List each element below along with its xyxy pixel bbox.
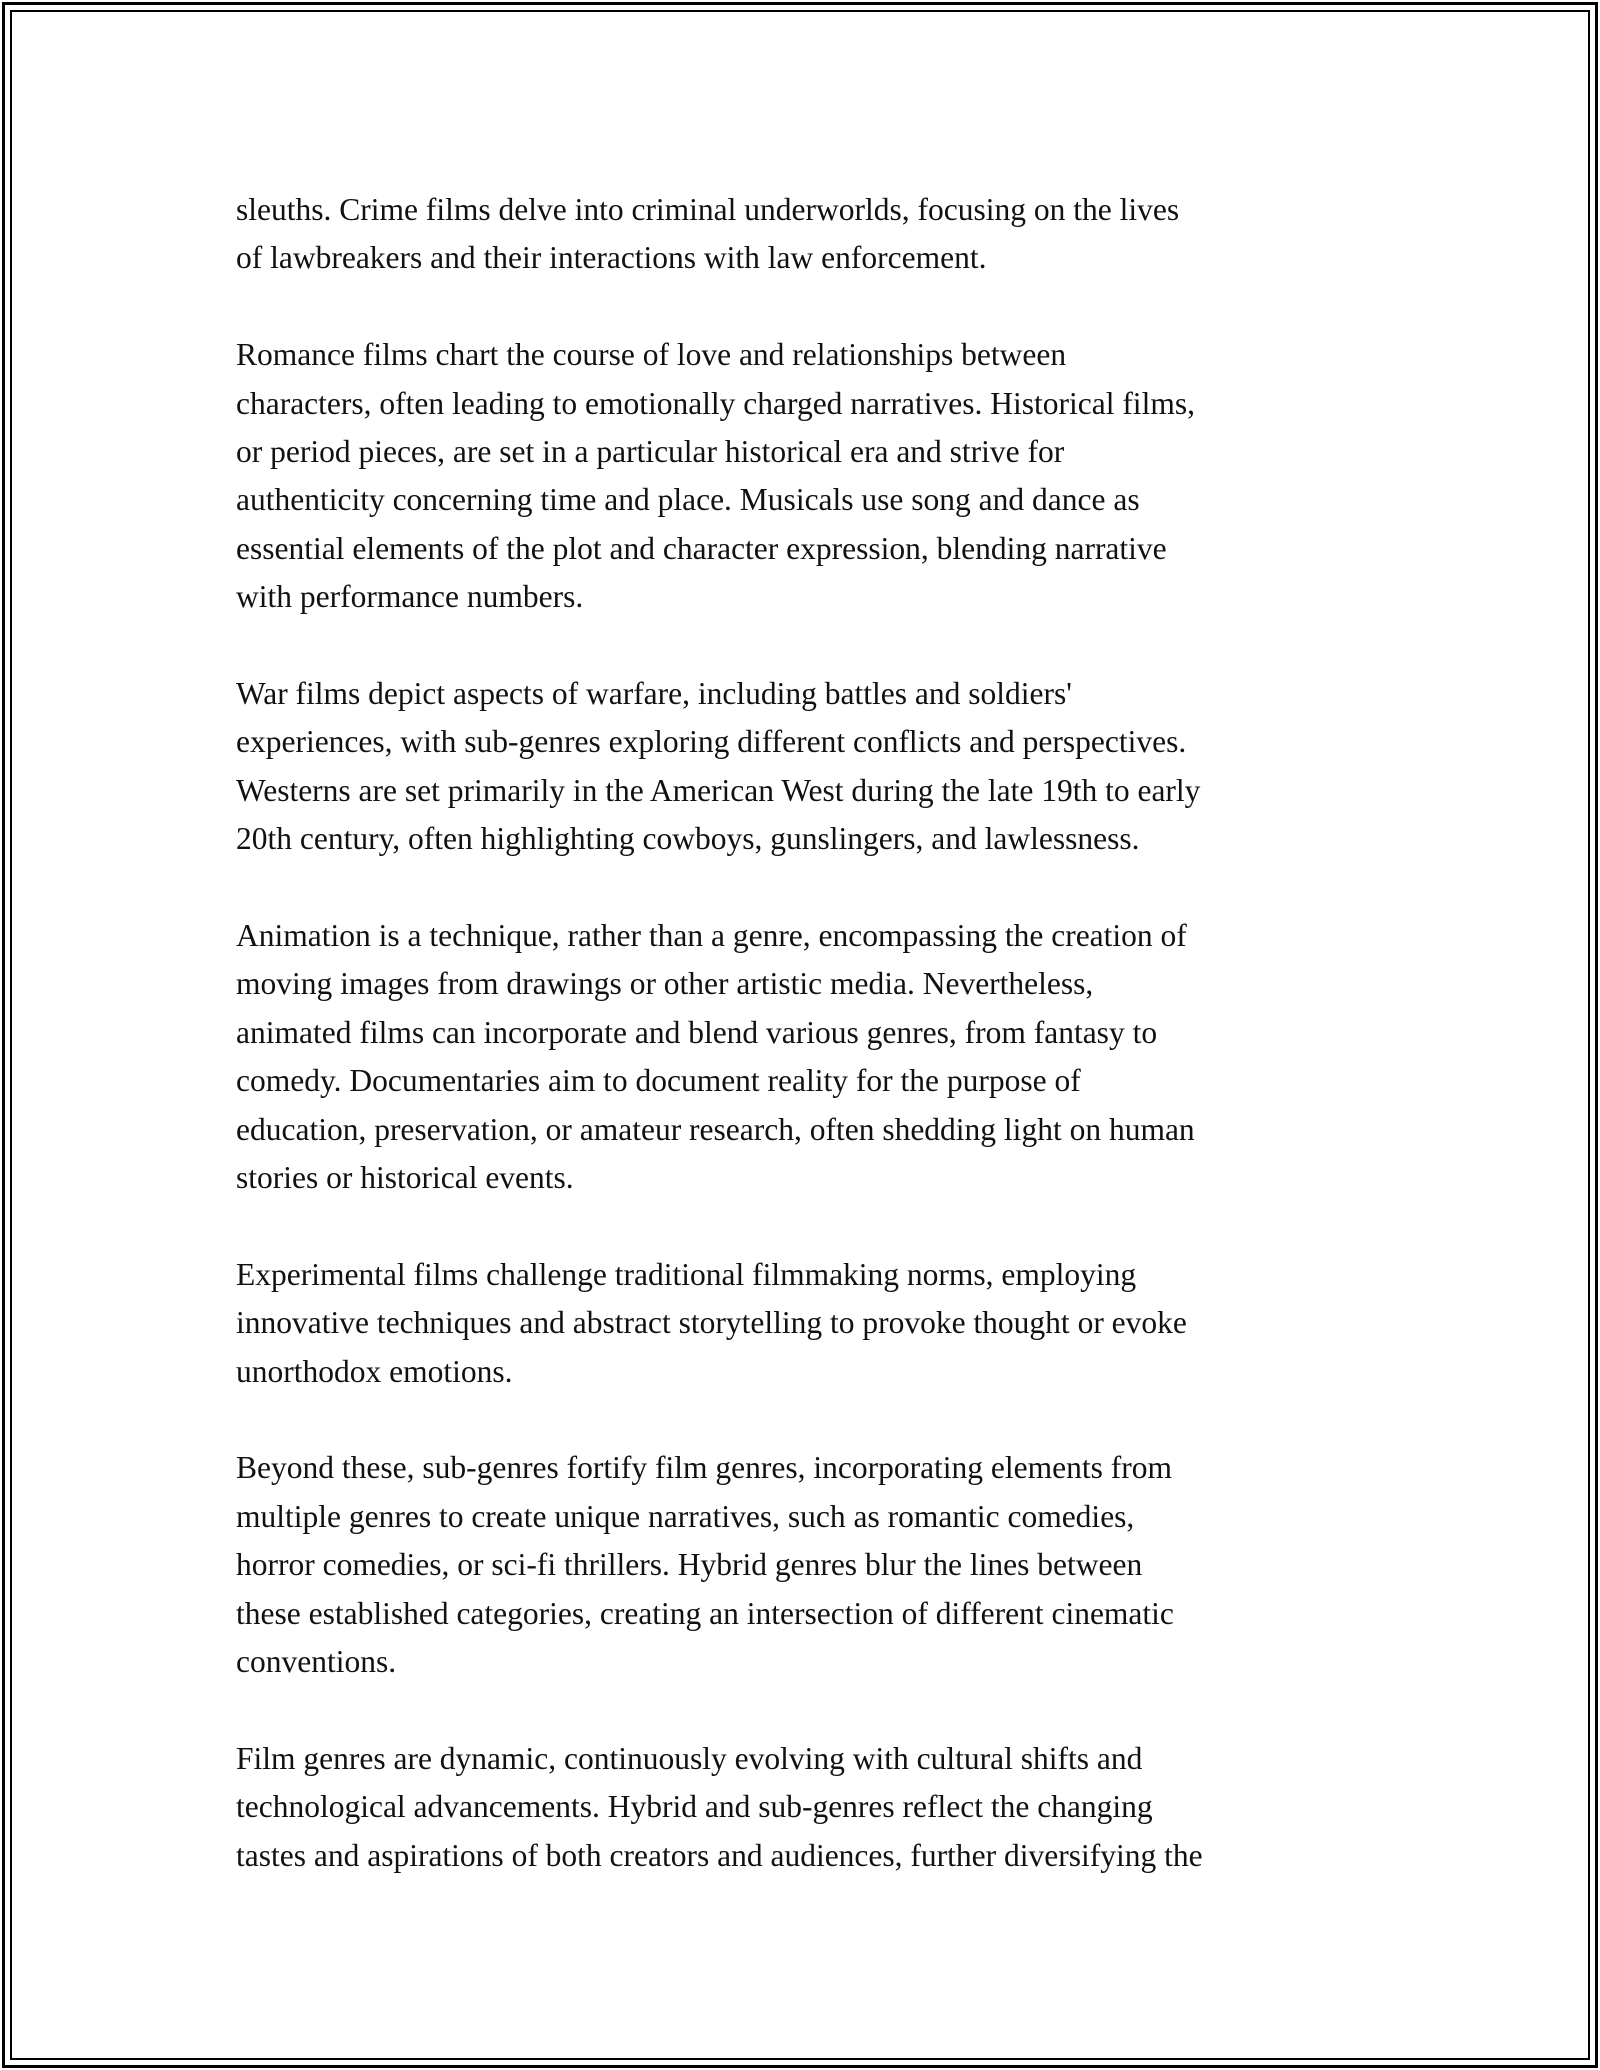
- text-line: moving images from drawings or other artistic media. Nevertheless,: [236, 966, 1094, 1002]
- text-line: Romance films chart the course of love and relationships between: [236, 337, 1067, 373]
- text-line: tastes and aspirations of both creators and audiences, further diversifying the: [236, 1837, 1203, 1873]
- text-line: animated films can incorporate and blend various genres, from fantasy to: [236, 1014, 1158, 1050]
- paragraph-animation-documentaries: [236, 912, 1376, 1202]
- text-line: Westerns are set primarily in the American West during the late 19th to early: [236, 772, 1201, 808]
- text-line: with performance numbers.: [236, 579, 584, 615]
- text-line: multiple genres to create unique narratives, such as romantic comedies,: [236, 1498, 1135, 1534]
- paragraph-romance-historical-musicals: [236, 331, 1376, 621]
- text-line: conventions.: [236, 1644, 397, 1680]
- text-line: Beyond these, sub-genres fortify film genres, incorporating elements from: [236, 1450, 1172, 1486]
- text-line: education, preservation, or amateur research, often shedding light on human: [236, 1111, 1195, 1147]
- text-line: sleuths. Crime films delve into criminal underworlds, focusing on the lives: [236, 192, 1180, 227]
- text-line: technological advancements. Hybrid and sub-genres reflect the changing: [236, 1789, 1153, 1825]
- text-line: Animation is a technique, rather than a genre, encompassing the creation of: [236, 918, 1187, 954]
- text-line: experiences, with sub-genres exploring different conflicts and perspectives.: [236, 724, 1187, 760]
- paragraph-experimental: [236, 1251, 1376, 1396]
- text-line: innovative techniques and abstract storytelling to provoke thought or evoke: [236, 1305, 1187, 1341]
- text-line: comedy. Documentaries aim to document reality for the purpose of: [236, 1063, 1081, 1099]
- paragraph-dynamic-genres: [236, 1735, 1376, 1880]
- text-line: War films depict aspects of warfare, including battles and soldiers': [236, 676, 1072, 712]
- text-line: Experimental films challenge traditional filmmaking norms, employing: [236, 1256, 1137, 1292]
- paragraph-sub-genres-hybrid: [236, 1444, 1376, 1686]
- text-line: of lawbreakers and their interactions with law enforcement.: [236, 240, 987, 276]
- text-line: Film genres are dynamic, continuously evolving with cultural shifts and: [236, 1740, 1143, 1776]
- text-line: 20th century, often highlighting cowboys, gunslingers, and lawlessness.: [236, 821, 1140, 857]
- paragraph-war-westerns: [236, 670, 1376, 864]
- text-line: essential elements of the plot and character expression, blending narrative: [236, 530, 1167, 566]
- document-body: [236, 186, 1376, 1929]
- text-line: or period pieces, are set in a particular historical era and strive for: [236, 434, 1065, 470]
- text-line: these established categories, creating an intersection of different cinematic: [236, 1595, 1174, 1631]
- text-line: characters, often leading to emotionally charged narratives. Historical films,: [236, 385, 1195, 421]
- text-line: authenticity concerning time and place. Musicals use song and dance as: [236, 482, 1140, 518]
- text-line: unorthodox emotions.: [236, 1353, 513, 1389]
- text-line: horror comedies, or sci-fi thrillers. Hybrid genres blur the lines between: [236, 1547, 1143, 1583]
- text-line: stories or historical events.: [236, 1160, 574, 1196]
- paragraph-crime-films: [236, 186, 1376, 283]
